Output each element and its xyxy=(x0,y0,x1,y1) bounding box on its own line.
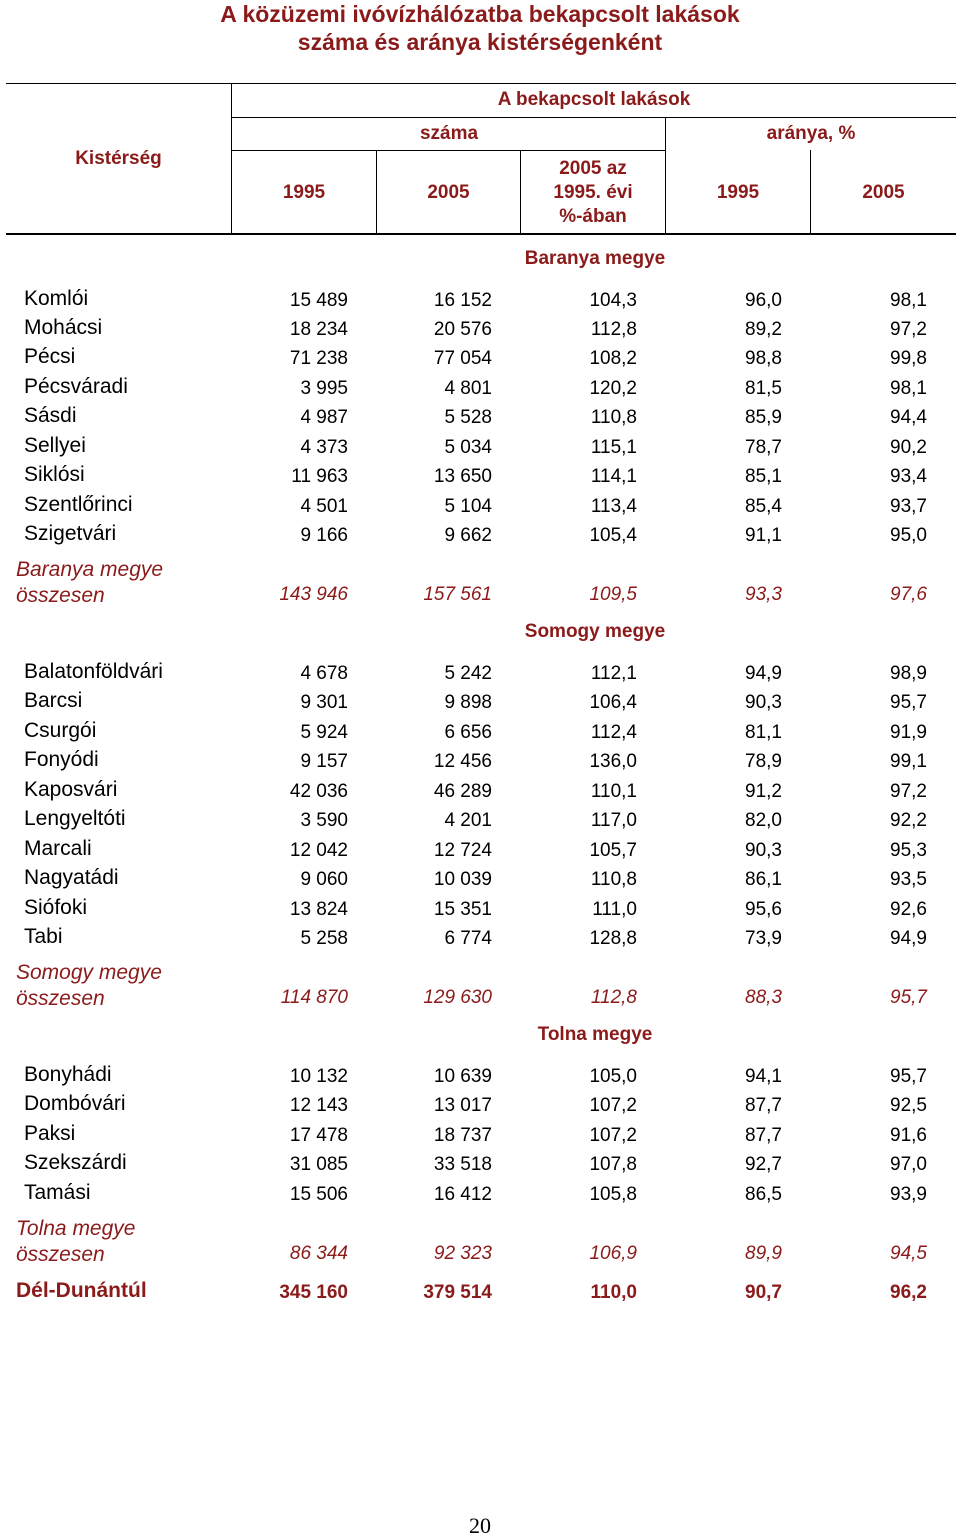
cell-index: 106,4 xyxy=(589,692,637,713)
row-name: Paksi xyxy=(24,1122,76,1145)
cell-ratio-2005: 92,6 xyxy=(890,899,927,920)
cell-index: 110,8 xyxy=(590,869,637,890)
cell-index: 112,4 xyxy=(590,722,637,743)
cell-ratio-1995: 94,1 xyxy=(745,1066,782,1087)
title-line-2: száma és aránya kistérségenként xyxy=(297,29,663,55)
row-name: Komlói xyxy=(24,287,89,310)
cell-2005: 16 412 xyxy=(433,1184,492,1205)
row-name: Mohácsi xyxy=(24,316,103,339)
row-name: Szigetvári xyxy=(24,522,117,545)
cell-index: 136,0 xyxy=(589,751,637,772)
cell-2005: 5 104 xyxy=(444,496,492,517)
header-group-rule xyxy=(232,117,956,118)
cell-1995: 12 042 xyxy=(289,840,348,861)
cell-ratio-2005: 95,0 xyxy=(890,525,927,546)
cell-2005: 92 323 xyxy=(433,1243,492,1264)
cell-2005: 46 289 xyxy=(433,781,492,802)
cell-ratio-1995: 92,7 xyxy=(745,1154,782,1175)
table-row xyxy=(0,660,960,687)
row-name: Fonyódi xyxy=(24,748,99,771)
cell-1995: 4 373 xyxy=(300,437,348,458)
row-name: Pécsváradi xyxy=(24,375,128,398)
cell-1995: 18 234 xyxy=(289,319,348,340)
row-name: Balatonföldvári xyxy=(24,660,163,683)
cell-index: 110,1 xyxy=(590,781,637,802)
cell-1995: 10 132 xyxy=(289,1066,348,1087)
cell-ratio-1995: 87,7 xyxy=(745,1095,782,1116)
cell-2005: 10 039 xyxy=(433,869,492,890)
row-name: Szekszárdi xyxy=(24,1151,127,1174)
row-name: Tamási xyxy=(24,1181,91,1204)
cell-ratio-1995: 89,2 xyxy=(745,319,782,340)
cell-index: 113,4 xyxy=(590,496,637,517)
cell-2005: 12 724 xyxy=(433,840,492,861)
header-col-index xyxy=(521,157,665,229)
cell-ratio-1995: 90,3 xyxy=(745,840,782,861)
cell-ratio-2005: 93,7 xyxy=(890,496,927,517)
header-bottom-rule xyxy=(6,233,956,235)
cell-index: 105,8 xyxy=(589,1184,637,1205)
cell-index: 114,1 xyxy=(590,466,637,487)
section-title-baranya: Baranya megye xyxy=(524,248,666,269)
cell-index: 105,4 xyxy=(589,525,637,546)
row-name: Kaposvári xyxy=(24,778,118,801)
total-row-somogy xyxy=(0,961,960,1011)
row-name: Barcsi xyxy=(24,689,83,712)
header-col-aranya-1995: 1995 xyxy=(716,182,760,203)
cell-index: 105,0 xyxy=(589,1066,637,1087)
table-row xyxy=(0,434,960,461)
cell-index: 115,1 xyxy=(590,437,637,458)
cell-ratio-2005: 98,1 xyxy=(890,290,927,311)
cell-1995: 15 506 xyxy=(289,1184,348,1205)
header-col-index-line-3: %-ában xyxy=(559,206,627,227)
cell-2005: 33 518 xyxy=(433,1154,492,1175)
total-label-line-1: Tolna megye xyxy=(16,1217,136,1240)
table-row xyxy=(0,925,960,952)
cell-2005: 6 774 xyxy=(444,928,492,949)
row-name: Sásdi xyxy=(24,404,77,427)
header-col-aranya-2005: 2005 xyxy=(862,182,905,203)
table-row xyxy=(0,345,960,372)
table-row xyxy=(0,1092,960,1119)
cell-index: 110,8 xyxy=(590,407,637,428)
total-row-baranya xyxy=(0,558,960,608)
cell-1995: 3 995 xyxy=(300,378,348,399)
table-row xyxy=(0,463,960,490)
table-row xyxy=(0,493,960,520)
cell-1995: 5 258 xyxy=(300,928,348,949)
row-name: Nagyatádi xyxy=(24,866,119,889)
row-name: Pécsi xyxy=(24,345,76,368)
cell-ratio-1995: 81,5 xyxy=(745,378,782,399)
cell-ratio-2005: 91,6 xyxy=(890,1125,927,1146)
cell-ratio-1995: 95,6 xyxy=(745,899,782,920)
cell-ratio-2005: 94,9 xyxy=(890,928,927,949)
table-row xyxy=(0,404,960,431)
cell-index: 108,2 xyxy=(589,348,637,369)
row-name: Dombóvári xyxy=(24,1092,126,1115)
table-row xyxy=(0,1122,960,1149)
cell-ratio-2005: 90,2 xyxy=(890,437,927,458)
total-label-line-1: Baranya megye xyxy=(16,558,164,581)
cell-index: 120,2 xyxy=(589,378,637,399)
cell-1995: 71 238 xyxy=(289,348,348,369)
cell-ratio-2005: 93,9 xyxy=(890,1184,927,1205)
cell-ratio-1995: 94,9 xyxy=(745,663,782,684)
cell-ratio-2005: 98,1 xyxy=(890,378,927,399)
row-name: Csurgói xyxy=(24,719,97,742)
cell-ratio-2005: 92,2 xyxy=(890,810,927,831)
row-name: Siklósi xyxy=(24,463,85,486)
cell-index: 109,5 xyxy=(589,584,637,605)
header-top-rule xyxy=(6,83,956,84)
cell-ratio-2005: 98,9 xyxy=(890,663,927,684)
cell-ratio-1995: 89,9 xyxy=(745,1243,782,1264)
cell-1995: 86 344 xyxy=(289,1243,348,1264)
table-row xyxy=(0,689,960,716)
cell-ratio-1995: 90,3 xyxy=(745,692,782,713)
cell-ratio-2005: 99,8 xyxy=(890,348,927,369)
cell-2005: 13 017 xyxy=(433,1095,492,1116)
cell-2005: 4 201 xyxy=(444,810,492,831)
cell-ratio-1995: 86,5 xyxy=(745,1184,782,1205)
cell-index: 112,8 xyxy=(590,319,637,340)
header-col-1995: 1995 xyxy=(282,182,326,203)
cell-ratio-1995: 98,8 xyxy=(745,348,782,369)
table-row xyxy=(0,778,960,805)
cell-2005: 129 630 xyxy=(423,987,492,1008)
cell-2005: 77 054 xyxy=(433,348,492,369)
cell-index: 105,7 xyxy=(589,840,637,861)
cell-1995: 13 824 xyxy=(289,899,348,920)
row-name: Siófoki xyxy=(24,896,88,919)
cell-2005: 16 152 xyxy=(433,290,492,311)
cell-ratio-2005: 95,7 xyxy=(890,987,927,1008)
cell-ratio-1995: 81,1 xyxy=(745,722,782,743)
cell-ratio-1995: 90,7 xyxy=(745,1282,782,1303)
cell-1995: 4 678 xyxy=(300,663,348,684)
cell-ratio-1995: 85,9 xyxy=(745,407,782,428)
cell-ratio-2005: 97,0 xyxy=(890,1154,927,1175)
cell-ratio-1995: 96,0 xyxy=(745,290,782,311)
title-line-1: A közüzemi ivóvízhálózatba bekapcsolt lakások xyxy=(220,1,740,27)
cell-ratio-2005: 93,4 xyxy=(890,466,927,487)
cell-2005: 5 242 xyxy=(444,663,492,684)
cell-ratio-1995: 88,3 xyxy=(745,987,782,1008)
total-label-line-2: összesen xyxy=(16,987,105,1010)
cell-index: 128,8 xyxy=(589,928,637,949)
cell-2005: 18 737 xyxy=(433,1125,492,1146)
cell-ratio-1995: 85,4 xyxy=(745,496,782,517)
cell-1995: 9 166 xyxy=(300,525,348,546)
cell-2005: 5 034 xyxy=(444,437,492,458)
cell-ratio-2005: 95,7 xyxy=(890,692,927,713)
cell-2005: 15 351 xyxy=(433,899,492,920)
cell-ratio-1995: 91,1 xyxy=(745,525,782,546)
cell-2005: 10 639 xyxy=(433,1066,492,1087)
cell-ratio-2005: 97,2 xyxy=(890,319,927,340)
cell-ratio-2005: 97,6 xyxy=(890,584,927,605)
grand-total-label: Dél-Dunántúl xyxy=(16,1279,147,1302)
cell-index: 107,2 xyxy=(589,1095,637,1116)
cell-1995: 4 501 xyxy=(300,496,348,517)
table-row xyxy=(0,719,960,746)
cell-index: 112,1 xyxy=(590,663,637,684)
cell-index: 106,9 xyxy=(589,1243,637,1264)
cell-1995: 9 060 xyxy=(300,869,348,890)
cell-ratio-1995: 93,3 xyxy=(745,584,782,605)
header-col-2005: 2005 xyxy=(427,182,470,203)
header-szama: száma xyxy=(419,123,479,144)
cell-ratio-2005: 94,5 xyxy=(890,1243,927,1264)
cell-ratio-2005: 95,3 xyxy=(890,840,927,861)
row-name: Sellyei xyxy=(24,434,86,457)
cell-1995: 15 489 xyxy=(289,290,348,311)
cell-ratio-1995: 78,9 xyxy=(745,751,782,772)
cell-2005: 12 456 xyxy=(433,751,492,772)
table-row xyxy=(0,316,960,343)
cell-1995: 11 963 xyxy=(291,466,348,487)
cell-2005: 13 650 xyxy=(433,466,492,487)
cell-2005: 9 662 xyxy=(444,525,492,546)
cell-index: 107,8 xyxy=(589,1154,637,1175)
table-row xyxy=(0,522,960,549)
cell-1995: 42 036 xyxy=(289,781,348,802)
page-number: 20 xyxy=(469,1513,491,1538)
cell-index: 110,0 xyxy=(590,1282,637,1303)
row-name: Tabi xyxy=(24,925,63,948)
cell-1995: 9 301 xyxy=(300,692,348,713)
cell-index: 111,0 xyxy=(592,899,637,920)
section-title-tolna: Tolna megye xyxy=(537,1024,653,1045)
cell-ratio-2005: 91,9 xyxy=(890,722,927,743)
cell-ratio-2005: 97,2 xyxy=(890,781,927,802)
header-col-index-line-2: 1995. évi xyxy=(553,182,633,203)
cell-ratio-2005: 94,4 xyxy=(890,407,927,428)
row-name: Szentlőrinci xyxy=(24,493,133,516)
cell-index: 117,0 xyxy=(590,810,637,831)
table-row xyxy=(0,1063,960,1090)
header-sub-rule xyxy=(232,150,666,151)
header-group: A bekapcsolt lakások xyxy=(497,89,691,110)
cell-2005: 5 528 xyxy=(444,407,492,428)
cell-2005: 4 801 xyxy=(444,378,492,399)
cell-ratio-2005: 92,5 xyxy=(890,1095,927,1116)
cell-2005: 20 576 xyxy=(433,319,492,340)
cell-2005: 379 514 xyxy=(423,1282,492,1303)
cell-1995: 31 085 xyxy=(289,1154,348,1175)
total-label-line-2: összesen xyxy=(16,1243,105,1266)
cell-ratio-1995: 85,1 xyxy=(745,466,782,487)
cell-ratio-1995: 78,7 xyxy=(745,437,782,458)
cell-index: 104,3 xyxy=(589,290,637,311)
cell-ratio-2005: 95,7 xyxy=(890,1066,927,1087)
cell-2005: 157 561 xyxy=(423,584,492,605)
table-row xyxy=(0,287,960,314)
table-row xyxy=(0,837,960,864)
cell-1995: 114 870 xyxy=(280,987,348,1008)
table-row xyxy=(0,748,960,775)
cell-ratio-1995: 91,2 xyxy=(745,781,782,802)
cell-1995: 9 157 xyxy=(300,751,348,772)
cell-ratio-2005: 99,1 xyxy=(890,751,927,772)
header-kisterseg: Kistérség xyxy=(75,148,162,169)
cell-ratio-1995: 73,9 xyxy=(745,928,782,949)
grand-total-row xyxy=(0,1279,960,1306)
cell-ratio-2005: 93,5 xyxy=(890,869,927,890)
table-row xyxy=(0,1181,960,1208)
header-col-index-line-1: 2005 az xyxy=(559,158,627,179)
cell-2005: 9 898 xyxy=(444,692,492,713)
row-name: Lengyeltóti xyxy=(24,807,126,830)
header-aranya: aránya, % xyxy=(766,123,856,144)
cell-1995: 4 987 xyxy=(300,407,348,428)
cell-1995: 345 160 xyxy=(279,1282,348,1303)
table-row xyxy=(0,375,960,402)
cell-ratio-2005: 96,2 xyxy=(890,1282,927,1303)
table-row xyxy=(0,866,960,893)
row-name: Marcali xyxy=(24,837,92,860)
total-label-line-2: összesen xyxy=(16,584,105,607)
cell-1995: 12 143 xyxy=(289,1095,348,1116)
table-row xyxy=(0,807,960,834)
cell-1995: 143 946 xyxy=(279,584,348,605)
total-label-line-1: Somogy megye xyxy=(16,961,162,984)
cell-1995: 5 924 xyxy=(300,722,348,743)
row-name: Bonyhádi xyxy=(24,1063,112,1086)
total-row-tolna xyxy=(0,1217,960,1267)
table-row xyxy=(0,896,960,923)
cell-2005: 6 656 xyxy=(444,722,492,743)
cell-ratio-1995: 86,1 xyxy=(745,869,782,890)
cell-index: 112,8 xyxy=(590,987,637,1008)
table-row xyxy=(0,1151,960,1178)
section-title-somogy: Somogy megye xyxy=(524,621,666,642)
cell-ratio-1995: 87,7 xyxy=(745,1125,782,1146)
cell-1995: 3 590 xyxy=(300,810,348,831)
cell-1995: 17 478 xyxy=(289,1125,348,1146)
cell-ratio-1995: 82,0 xyxy=(745,810,782,831)
cell-index: 107,2 xyxy=(589,1125,637,1146)
